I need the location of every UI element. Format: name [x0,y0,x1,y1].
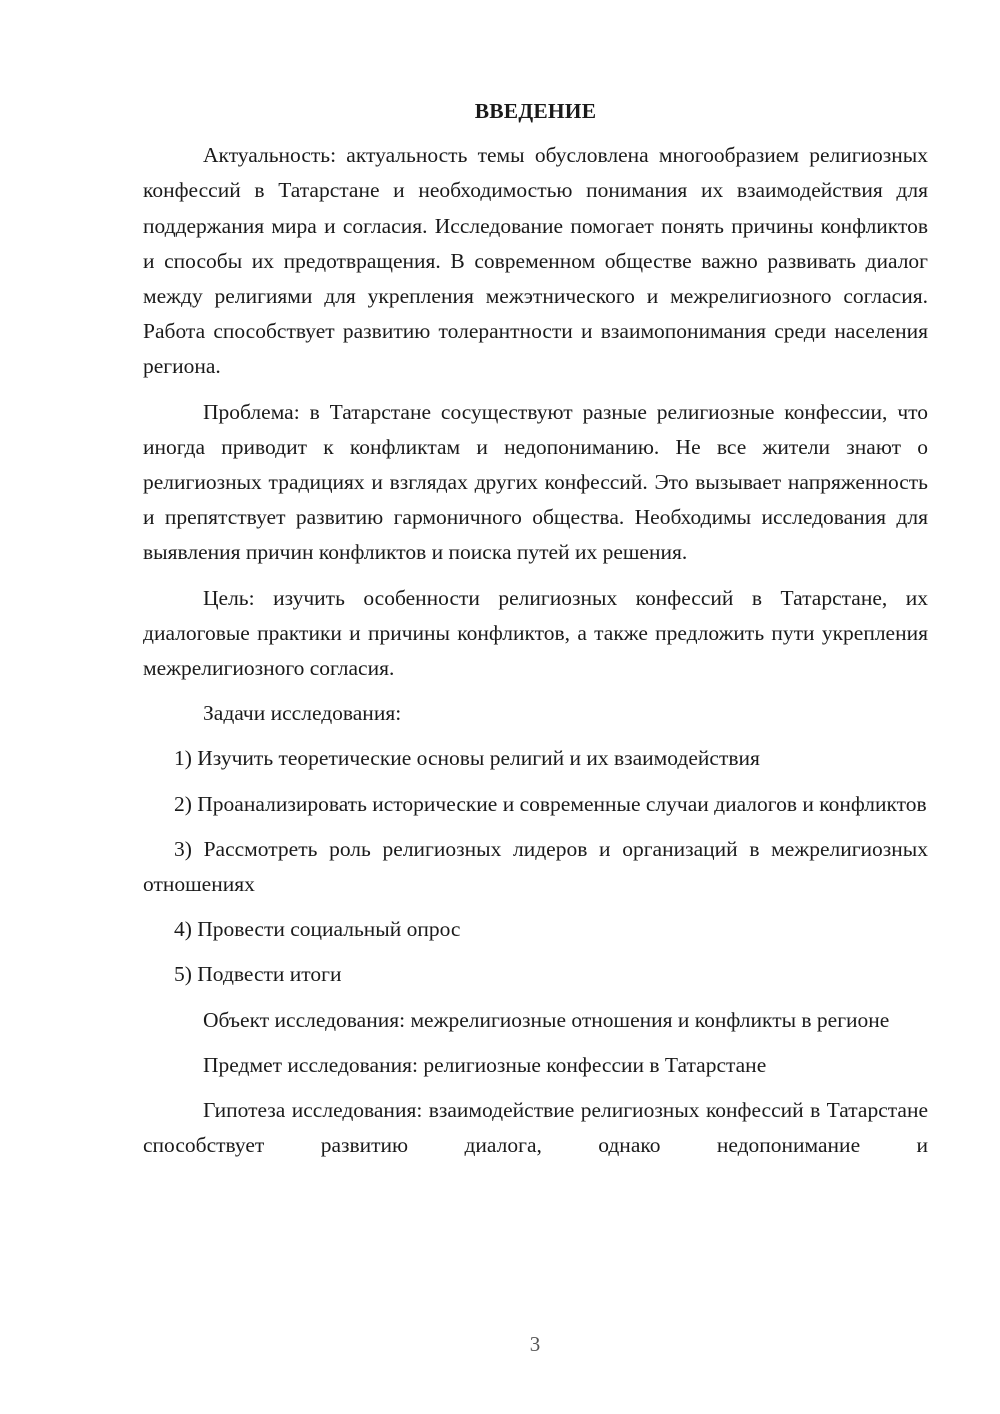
problem-paragraph: Проблема: в Татарстане сосуществуют разные религиозные конфессии, что иногда приводит к конфликтам и недопониманию. Не все жители знают о религиозных традициях и взглядах других конфессий. Это вызывает напряженность и препятствует развитию гармоничного общества. Необходимы исследования для выявления причин конфликтов и поиска путей их решения. [143,399,928,565]
relevance-paragraph: Актуальность: актуальность темы обусловлена многообразием религиозных конфессий в Татарстане и необходимостью понимания их взаимодействия для поддержания мира и согласия. Исследование помогает понять причины конфликтов и способы их предотвращения. В современном обществе важно развивать диалог между религиями для укрепления межэтнического и межрелигиозного согласия. Работа способствует развитию толерантности и взаимопонимания среди населения региона. [143,143,928,379]
tasks-heading: Задачи исследования: [203,701,402,726]
object-paragraph: Объект исследования: межрелигиозные отношения и конфликты в регионе [203,1007,890,1032]
task-item-5: 5) Подвести итоги [174,962,342,987]
task-item-2: 2) Проанализировать исторические и современные случаи диалогов и конфликтов [174,791,927,816]
task-item-3: 3) Рассмотреть роль религиозных лидеров и организаций в межрелигиозных отношениях [143,836,928,897]
goal-paragraph: Цель: изучить особенности религиозных конфессий в Татарстане, их диалоговые практики и причины конфликтов, а также предложить пути укрепления межрелигиозного согласия. [143,585,928,681]
subject-paragraph: Предмет исследования: религиозные конфессии в Татарстане [203,1052,767,1077]
task-item-1: 1) Изучить теоретические основы религий и их взаимодействия [174,746,760,771]
task-item-4: 4) Провести социальный опрос [174,917,461,942]
page-number: 3 [529,1332,541,1356]
document-page [143,94,928,1173]
hypothesis-paragraph: Гипотеза исследования: взаимодействие религиозных конфессий в Татарстане способствует развитию диалога, однако недопонимание и [143,1098,928,1158]
section-title: ВВЕДЕНИЕ [474,99,597,123]
